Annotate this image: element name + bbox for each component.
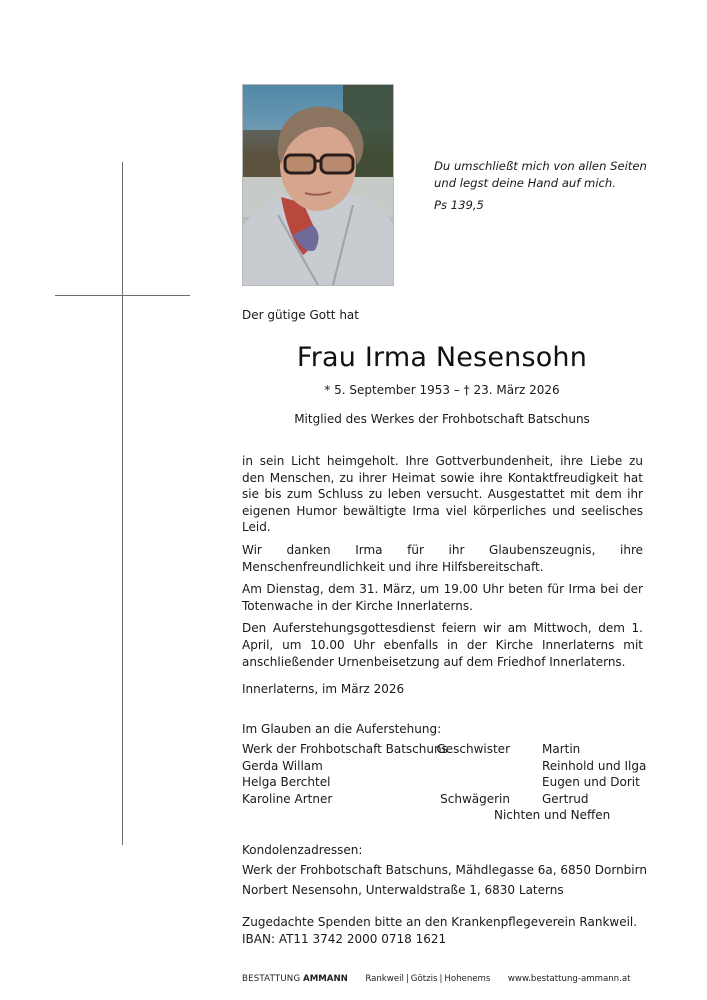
obituary-body bbox=[242, 453, 643, 676]
mourner-left: Karoline Artner bbox=[242, 791, 333, 806]
mourner-row bbox=[242, 791, 652, 808]
condolence-addresses bbox=[242, 840, 647, 900]
donation-text: Zugedachte Spenden bitte an den Krankenpflegeverein Rankweil. bbox=[242, 915, 638, 929]
mourner-row bbox=[242, 741, 652, 758]
condolence-title: Kondolenzadressen: bbox=[242, 843, 363, 857]
paragraph-4: Den Auferstehungsgottesdienst feiern wir am Mittwoch, dem 1. April, um 10.00 Uhr ebenfalls in der Kirche Innerlaterns mit anschließender Urnenbeisetzung auf dem Friedhof Innerlaterns. bbox=[242, 621, 643, 669]
location-goetzis: Götzis bbox=[410, 974, 438, 984]
donation-iban: IBAN: AT11 3742 2000 0718 1621 bbox=[242, 932, 447, 946]
mourner-left: Werk der Frohbotschaft Batschuns bbox=[242, 742, 448, 756]
mourner-relation: Schwägerin bbox=[440, 791, 510, 806]
mourner-row bbox=[242, 807, 652, 824]
website-link[interactable]: www.bestattung-ammann.at bbox=[507, 974, 631, 984]
intro-text: Der gütige Gott hat bbox=[242, 308, 359, 322]
verse-reference: Ps 139,5 bbox=[434, 198, 484, 212]
mourner-names: Reinhold und Ilga bbox=[542, 758, 647, 773]
mourner-nieces-nephews: Nichten und Neffen bbox=[494, 808, 611, 823]
mourner-row bbox=[242, 758, 652, 775]
verse-line-1: Du umschließt mich von allen Seiten bbox=[434, 159, 647, 173]
place-date: Innerlaterns, im März 2026 bbox=[242, 682, 405, 696]
brand-name-part2: AMMANN bbox=[303, 974, 348, 984]
separator: | bbox=[405, 974, 409, 984]
portrait-photo bbox=[242, 84, 394, 286]
mourner-names: Martin bbox=[542, 742, 581, 756]
location-hohenems: Hohenems bbox=[444, 974, 491, 984]
condolence-address-2: Norbert Nesensohn, Unterwaldstraße 1, 6830 Laterns bbox=[242, 883, 564, 897]
funeral-home-footer bbox=[242, 974, 631, 984]
mourner-relation: Geschwister bbox=[436, 742, 510, 756]
brand-name-part1: BESTATTUNG bbox=[242, 974, 301, 984]
bible-verse bbox=[434, 158, 664, 214]
mourners-title: Im Glauben an die Auferstehung: bbox=[242, 722, 442, 736]
paragraph-2: Wir danken Irma für ihr Glaubenszeugnis, ihre Menschenfreundlichkeit und ihre Hilfsbereitschaft. bbox=[242, 542, 643, 574]
paragraph-3: Am Dienstag, dem 31. März, um 19.00 Uhr beten für Irma bei der Totenwache in der Kirche Innerlaterns. bbox=[242, 582, 643, 613]
deceased-name: Frau Irma Nesensohn bbox=[296, 342, 588, 373]
verse-line-2: und legst deine Hand auf mich. bbox=[434, 176, 616, 190]
portrait-icon bbox=[243, 85, 393, 285]
condolence-address-1: Werk der Frohbotschaft Batschuns, Mähdlegasse 6a, 6850 Dornbirn bbox=[242, 863, 647, 877]
mourner-left: Helga Berchtel bbox=[242, 775, 331, 790]
membership-line: Mitglied des Werkes der Frohbotschaft Batschuns bbox=[294, 412, 590, 426]
life-dates: * 5. September 1953 – † 23. März 2026 bbox=[324, 383, 560, 397]
location-rankweil: Rankweil bbox=[365, 974, 404, 984]
mourner-left: Gerda Willam bbox=[242, 758, 323, 773]
paragraph-1: in sein Licht heimgeholt. Ihre Gottverbundenheit, ihre Liebe zu den Menschen, zu ihrer Heimat sowie ihre Kontaktfreudigkeit hat sie bis zum Schluss zu leben versucht. Ausgestattet mit dem ihr eigenen Humor bewältigte Irma viel körperliches und seelisches Leid. bbox=[242, 454, 643, 535]
separator: | bbox=[439, 974, 443, 984]
mourner-names: Gertrud bbox=[542, 791, 589, 806]
mourners-list bbox=[242, 741, 652, 824]
mourner-names: Eugen und Dorit bbox=[542, 775, 640, 790]
cross-horizontal-line bbox=[55, 295, 190, 296]
cross-vertical-line bbox=[122, 162, 123, 845]
donation-info bbox=[242, 914, 637, 948]
mourner-row bbox=[242, 774, 652, 791]
